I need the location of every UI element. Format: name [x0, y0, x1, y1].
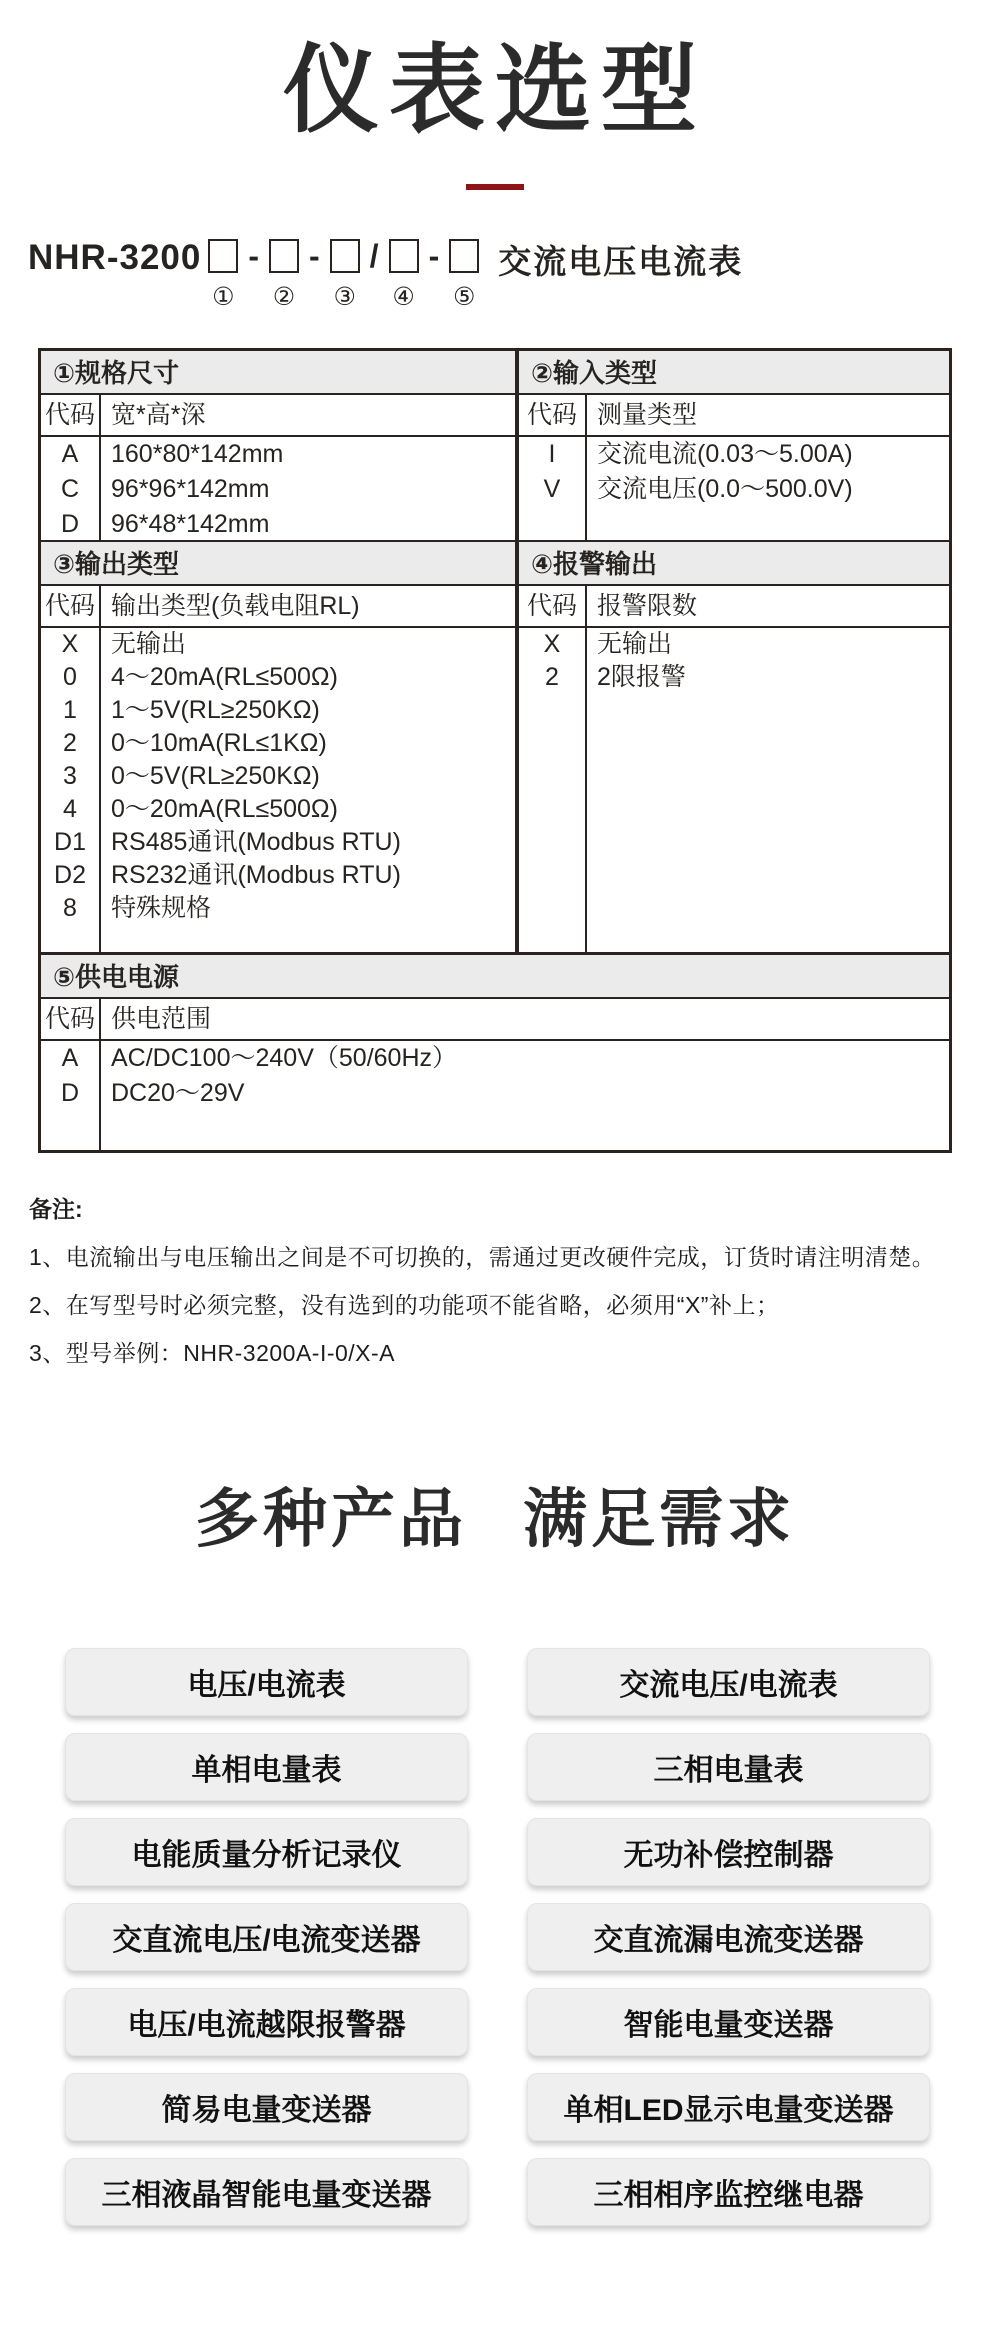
product-button-voltage-current-meter[interactable]: 电压/电流表	[65, 1648, 468, 1716]
model-placeholder-box-5	[449, 239, 479, 273]
col-code-label: 代码	[41, 586, 101, 626]
value-cell: 1～5V(RL≥250KΩ)	[111, 696, 320, 725]
model-slot-3	[330, 236, 360, 312]
section-header-2: ②输入类型	[519, 351, 949, 395]
product-button-acdc-voltage-current-transmitter[interactable]: 交直流电压/电流变送器	[65, 1903, 468, 1971]
value-cell: 交流电流(0.03～5.00A)	[597, 440, 853, 469]
product-row	[65, 2158, 990, 2226]
code-cell: A	[61, 440, 79, 469]
value-cell: 160*80*142mm	[111, 440, 284, 469]
position-marker-2: ②	[272, 283, 296, 312]
col-code-label: 代码	[41, 999, 101, 1039]
code-cell: 0	[63, 663, 77, 692]
model-placeholder-box-3	[330, 239, 360, 273]
section-2-rows	[519, 437, 949, 542]
model-placeholder-box-4	[389, 239, 419, 273]
code-cell: 4	[63, 795, 77, 824]
col-value-label: 供电范围	[111, 1005, 212, 1034]
col-code-label: 代码	[519, 586, 587, 626]
products-title-part2: 满足需求	[523, 1483, 795, 1556]
product-row	[65, 1648, 990, 1716]
model-separator-2: -	[309, 238, 320, 275]
spec-table	[38, 348, 952, 1153]
product-row	[65, 1733, 990, 1801]
product-button-simple-power-transmitter[interactable]: 简易电量变送器	[65, 2073, 468, 2141]
col-value-label: 测量类型	[597, 401, 698, 430]
value-cell: 0～10mA(RL≤1KΩ)	[111, 729, 327, 758]
table-bottom-section	[41, 952, 949, 1150]
notes	[29, 1191, 990, 1368]
value-cell: RS232通讯(Modbus RTU)	[111, 861, 401, 890]
value-cell: 无输出	[597, 630, 673, 659]
product-button-three-phase-sequence-monitor-relay[interactable]: 三相相序监控继电器	[527, 2158, 930, 2226]
product-button-three-phase-power-meter[interactable]: 三相电量表	[527, 1733, 930, 1801]
product-grid	[65, 1648, 990, 2226]
model-slot-5	[449, 236, 479, 312]
code-cell: X	[543, 630, 561, 659]
position-marker-5: ⑤	[453, 283, 476, 312]
product-button-smart-power-transmitter[interactable]: 智能电量变送器	[527, 1988, 930, 2056]
model-placeholder-box-2	[269, 239, 299, 273]
code-cell: 1	[63, 696, 77, 725]
section-3-rows	[41, 628, 515, 952]
section-header-5: ⑤供电电源	[41, 955, 949, 999]
product-button-limit-alarm[interactable]: 电压/电流越限报警器	[65, 1988, 468, 2056]
value-cell: 无输出	[111, 630, 187, 659]
model-slot-1	[208, 236, 238, 312]
products-title	[0, 1468, 990, 1560]
column-header-1	[41, 395, 515, 437]
value-cell: 96*96*142mm	[111, 475, 270, 504]
section-header-4: ④报警输出	[519, 542, 949, 586]
product-row	[65, 1988, 990, 2056]
model-slot-4	[389, 236, 419, 312]
position-marker-1: ①	[212, 283, 235, 312]
value-cell: 特殊规格	[111, 894, 212, 923]
value-cell: DC20～29V	[111, 1079, 245, 1108]
code-cell: D	[60, 1079, 80, 1108]
section-5-rows	[41, 1041, 949, 1150]
note-item-3: 3、型号举例：NHR-3200A-I-0/X-A	[29, 1340, 396, 1367]
section-1-rows	[41, 437, 515, 542]
product-button-acdc-leakage-current-transmitter[interactable]: 交直流漏电流变送器	[527, 1903, 930, 1971]
column-header-5	[41, 999, 949, 1041]
value-cell: 2限报警	[597, 663, 686, 692]
note-item-1: 1、电流输出与电压输出之间是不可切换的，需通过更改硬件完成，订货时请注明清楚。	[29, 1244, 936, 1271]
notes-label: 备注:	[29, 1196, 83, 1223]
col-value-label: 输出类型(负载电阻RL)	[111, 592, 360, 621]
product-row	[65, 1903, 990, 1971]
table-right-half	[519, 351, 949, 952]
col-code-label: 代码	[519, 395, 587, 435]
page-title: 仪表选型	[283, 37, 707, 144]
value-cell: 交流电压(0.0～500.0V)	[597, 475, 853, 504]
code-cell: 2	[545, 663, 559, 692]
note-item-2: 2、在写型号时必须完整，没有选到的功能项不能省略，必须用“X”补上；	[29, 1292, 780, 1319]
value-cell: AC/DC100～240V（50/60Hz）	[111, 1044, 457, 1073]
code-cell: V	[543, 475, 561, 504]
product-button-single-phase-led-power-transmitter[interactable]: 单相LED显示电量变送器	[527, 2073, 930, 2141]
value-cell: 0～20mA(RL≤500Ω)	[111, 795, 338, 824]
model-code-line	[28, 236, 990, 312]
model-slot-2	[269, 236, 299, 312]
col-value-label: 报警限数	[597, 592, 698, 621]
section-4-rows	[519, 628, 949, 952]
product-button-reactive-compensation-controller[interactable]: 无功补偿控制器	[527, 1818, 930, 1886]
model-separator-3: /	[369, 238, 379, 275]
product-row	[65, 1818, 990, 1886]
position-marker-3: ③	[333, 283, 356, 312]
code-cell: 8	[63, 894, 77, 923]
product-button-ac-voltage-current-meter[interactable]: 交流电压/电流表	[527, 1648, 930, 1716]
code-cell: 2	[63, 729, 77, 758]
model-separator-1: -	[248, 238, 260, 275]
code-cell: X	[61, 630, 79, 659]
column-header-3	[41, 586, 515, 628]
value-cell: 96*48*142mm	[111, 510, 270, 539]
table-left-half	[41, 351, 519, 952]
value-cell: RS485通讯(Modbus RTU)	[111, 828, 401, 857]
model-separator-4: -	[428, 238, 440, 275]
model-placeholder-box-1	[208, 239, 238, 273]
code-cell: C	[60, 475, 80, 504]
section-header-1: ①规格尺寸	[41, 351, 515, 395]
value-cell: 4～20mA(RL≤500Ω)	[111, 663, 338, 692]
model-prefix: NHR-3200	[28, 238, 202, 278]
code-cell: D	[60, 510, 80, 539]
code-cell: D2	[54, 861, 86, 890]
position-marker-4: ④	[392, 283, 415, 312]
column-header-2	[519, 395, 949, 437]
model-suffix: 交流电压电流表	[498, 243, 744, 281]
product-button-power-quality-recorder[interactable]: 电能质量分析记录仪	[65, 1818, 468, 1886]
title-underline	[466, 184, 524, 190]
col-code-label: 代码	[41, 395, 101, 435]
col-value-label: 宽*高*深	[111, 401, 206, 430]
section-header-3: ③输出类型	[41, 542, 515, 586]
code-cell: 3	[63, 762, 77, 791]
code-cell: I	[548, 440, 556, 469]
product-button-single-phase-power-meter[interactable]: 单相电量表	[65, 1733, 468, 1801]
value-cell: 0～5V(RL≥250KΩ)	[111, 762, 320, 791]
product-row	[65, 2073, 990, 2141]
product-button-three-phase-lcd-smart-power-transmitter[interactable]: 三相液晶智能电量变送器	[65, 2158, 468, 2226]
code-cell: A	[61, 1044, 79, 1073]
products-title-part1: 多种产品	[195, 1483, 467, 1556]
code-cell: D1	[54, 828, 86, 857]
column-header-4	[519, 586, 949, 628]
